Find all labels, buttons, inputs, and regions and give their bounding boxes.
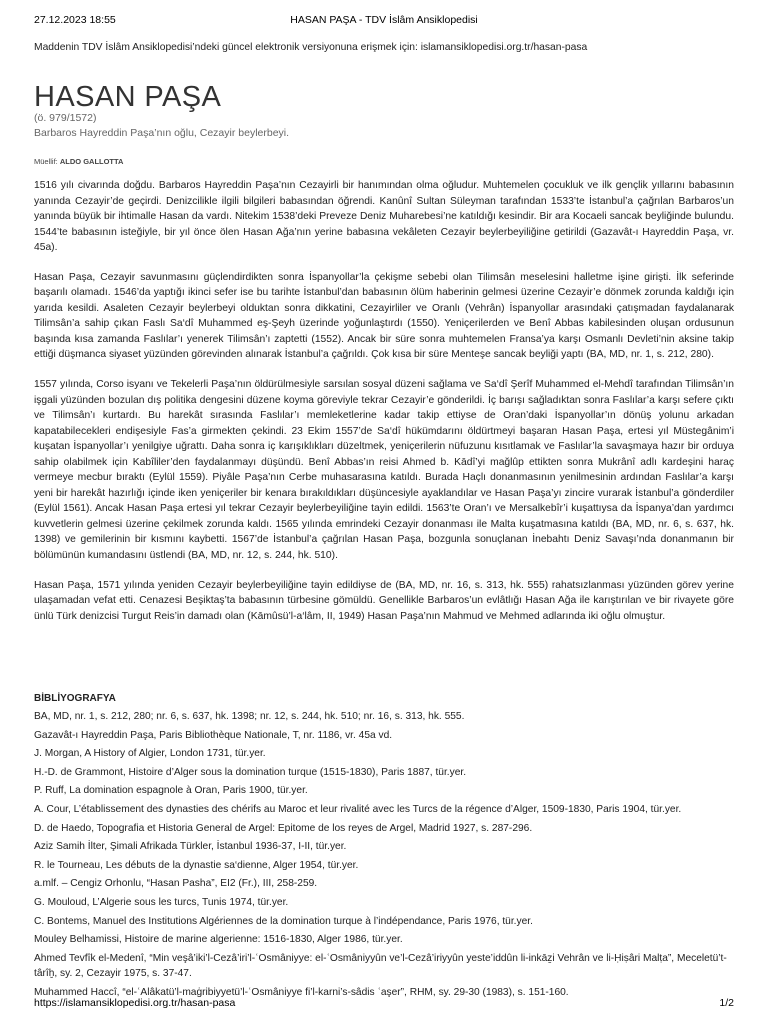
author-name[interactable]: ALDO GALLOTTA [59,157,124,166]
bibliography-entry: Ahmed Tevfîk el-Medenî, “Min veşâ’iki’l-Cezâ’iri’l-ʿOsmâniyye: el-ʿOsmâniyyûn ve’l-Cezâ’iriyyûn yeste’iddûn li-inkāẕi Vehrân ve li-Ḥiṣâri Malṭa”, Meceletü’t-târîḫ, sy. 2, Cezayir 1975, s. 37-47. [34,952,727,980]
article-dates: (ö. 979/1572) [34,112,97,124]
paragraph-1: 1516 yılı civarında doğdu. Barbaros Hayreddin Paşa’nın Cezayirli bir hanımından olma oğludur. Muhtemelen çocukluk ve ilk gençlik yıllarını babasının yanında Cezayir’de geçirdi. Denizcilikle ilgili bilgileri babasından öğrendi. Kanûnî Sultan Süleyman tarafından 1533’te İstanbul’a çağrılan Barbaros’un yanında büyük bir ihtimalle Hasan da vardı. Nitekim 1538’deki Preveze Deniz Muharebesi’ne katıldığı kesindir. Bir ara Kocaeli sancak beyliğinde bulundu. 1544’te babasının isteğiyle, bir yıl önce ölen Hasan Ağa’nın yerine babasına vekâleten Cezayir beylerbeyiliğine getirildi (Gazavât-ı Hayreddin Paşa, vr. 45a). [34,180,734,254]
paragraph-4: Hasan Paşa, 1571 yılında yeniden Cezayir beylerbeyiliğine tayin edildiyse de (BA, MD, nr. 16, s. 313, hk. 555) rahatsızlanması yüzünden görev yerine ulaşamadan vefat etti. Cenazesi Beşiktaş’ta babasının türbesine gömüldü. Genellikle Barbaros’un evlâtlığı Hasan Ağa ile karıştırılan ve bir rivayete göre ünlü Türk denizcisi Turgut Reis’in damadı olan (Kāmûsü’l-a‘lâm, II, 1949) Hasan Paşa’nın Mahmud ve Mehmed adlarında iki oğlu olmuştur. [34,579,734,622]
bibliography-entry: Mouley Belhamissi, Histoire de marine algerienne: 1516-1830, Alger 1986, tür.yer. [34,934,403,946]
article-subtitle: Barbaros Hayreddin Paşa’nın oğlu, Cezayir beylerbeyi. [34,127,290,139]
bibliography-entry: R. le Tourneau, Les débuts de la dynastie sa‘dienne, Alger 1954, tür.yer. [34,859,359,871]
print-page-title: HASAN PAŞA - TDV İslâm Ansiklopedisi [290,14,478,26]
article-title: HASAN PAŞA [34,81,222,113]
article-body [34,178,734,638]
paragraph-3: 1557 yılında, Corso isyanı ve Tekelerli Paşa’nın öldürülmesiyle sarsılan sosyal düzeni sağlama ve Sa‘dî Şerîf Muhammed el-Mehdî tarafından Tilimsân’ın işgali yüzünden bozulan dış politika dengesini düzene koyma göreviyle tekrar Cezayir’e gönderildi. İç barışı sağladıktan sonra Faslılar’a karşı sefere çıktı ve Tilimsân’ı kurtardı. Bu harekât sırasında Faslılar’ı memleketlerine kadar takip ettiyse de Oran’daki İspanyollar’ın dönüş yolunu arkadan kapatabilecekleri endişesiyle Fas’a girmekten çekindi. 23 Ekim 1557’de Sa‘dî hükümdarını öldürtmeyi başaran Hasan Paşa, ertesi yıl Müstegânim’i kuşatan İspanyollar’ı yenilgiye uğrattı. Daha sonra iç karışıklıkları düzeltmek, yeniçerilerin nüfuzunu kısıtlamak ve Faslılar’la savaşmaya hazır bir orduya sahip olabilmek için Kabîliler’den faydalanmayı düşündü. Benî Abbas’ın reisi Ahmed b. Kādî’yi mağlûp ettikten sonra Mukrânî adlı kardeşini haraç vermeye mecbur bıraktı (Eylül 1559). Piyâle Paşa’nın Cerbe muhasarasına katıldı. Burada Haçlı donanmasının yenilmesinin ardından Faslılar’a karşı yeni bir harekât hazırlığı içinde iken yeniçeriler bir kenara bırakıldıkları düşüncesiyle ayaklandılar ve Hasan Paşa’yı zincire vurarak İstanbul’a gönderdiler (Eylül 1561). Ancak Hasan Paşa ertesi yıl tekrar Cezayir beylerbeyiliğine tayin edildi. 1563’te Oran’ı ve Mersalkebîr’i kuşattıysa da İspanya’dan yardımcı kuvvetlerin gelmesi üzerine çekilmek zorunda kaldı. 1565 yılında emrindeki Cezayir donanması ile Malta kuşatmasına katıldı (BA, MD, nr. 6, s. 637, hk. 1398) ve gemilerinin bir kısmını kaybetti. 1567’de İstanbul’a çağrılan Hasan Paşa, bozgunla sonuçlanan İnebahtı Deniz Savaşı’nda donanmanın bir bölümünün kumandasını üstlendi (BA, MD, nr. 12, s. 244, hk. 510). [34,379,734,562]
page-url[interactable]: https://islamansiklopedisi.org.tr/hasan-pasa [34,997,236,1009]
bibliography-entry: A. Cour, L’établissement des dynasties des chérifs au Maroc et leur rivalité avec les Turcs de la régence d’Alger, 1509-1830, Paris 1904, tür.yer. [34,803,682,815]
bibliography-list [34,708,744,1002]
page-number: 1/2 [719,997,734,1009]
print-header [34,14,734,28]
print-datetime: 27.12.2023 18:55 [34,14,116,26]
author-label: Müellif: [34,157,58,166]
bibliography-entry: P. Ruff, La domination espagnole à Oran, Paris 1900, tür.yer. [34,785,308,797]
bibliography-entry: H.-D. de Grammont, Histoire d’Alger sous la domination turque (1515-1830), Paris 1887, tür.yer. [34,766,467,778]
bibliography-entry: G. Mouloud, L’Algerie sous les turcs, Tunis 1974, tür.yer. [34,896,289,908]
electronic-version-notice: Maddenin TDV İslâm Ansiklopedisi’ndeki güncel elektronik versiyonuna erişmek için: islamansiklopedisi.org.tr/hasan-pasa [34,42,588,53]
bibliography-entry: a.mlf. – Cengiz Orhonlu, “Hasan Pasha”, EI2 (Fr.), III, 258-259. [34,878,318,890]
bibliography-entry: D. de Haedo, Topografia et Historia General de Argel: Epitome de los reyes de Argel, Madrid 1927, s. 287-296. [34,822,533,834]
bibliography-entry: C. Bontems, Manuel des Institutions Algériennes de la domination turque à l’indépendance, Paris 1976, tür.yer. [34,915,533,927]
bibliography-entry: Muhammed Haccî, “el-ʿAlâkatü’l-maġribiyyetü’l-ʿOsmâniyye fi’l-karni’s-sâdis ʿaşer”, RHM, sy. 29-30 (1983), s. 151-160. [34,986,569,998]
bibliography-entry: J. Morgan, A History of Algier, London 1731, tür.yer. [34,748,266,760]
bibliography-entry: Aziz Samih İlter, Şimali Afrikada Türkler, İstanbul 1936-37, I-II, tür.yer. [34,841,347,853]
bibliography-heading: BİBLİYOGRAFYA [34,693,116,704]
bibliography-entry: BA, MD, nr. 1, s. 212, 280; nr. 6, s. 637, hk. 1398; nr. 12, s. 244, hk. 510; nr. 16, s. 313, hk. 555. [34,711,465,722]
paragraph-2: Hasan Paşa, Cezayir savunmasını güçlendirdikten sonra İspanyollar’la çekişme sebebi olan Tilimsân meselesini halletme işine girişti. İlk seferinde başarılı olamadı. 1546’da yaptığı ikinci sefer ise bu tarihte İstanbul’dan babasının ölüm haberinin gelmesi üzerine Cezayir’e dönmek zorunda kaldığı için yarıda kesildi. Asaleten Cezayir beylerbeyi olduktan sonra dikkatini, Cezayirliler ve Oranlı (Vehrân) İspanyollar arasındaki çatışmadan faydalanarak Tilimsân’a sahip çıkan Faslı Sa‘dî Muhammed eş-Şeyh üzerinde yoğunlaştırdı (1550). Yeniçerilerden ve Benî Abbas kabilesinden oluşan ordusunun başında kısa zamanda Faslılar’ı yenerek Tilimsân’ı zaptetti (1552). Ancak bir süre sonra muhtemelen Fransa’ya karşı Osmanlı Devleti’nin aksine takip ettiği düşmanca siyaset yüzünden görevinden alınarak İstanbul’a çağrıldı. Çok kısa bir süre Menteşe sancak beyliği yaptı (BA, MD, nr. 1, s. 212, 280). [34,271,734,361]
bibliography-entry: Gazavât-ı Hayreddin Paşa, Paris Bibliothèque Nationale, T, nr. 1186, vr. 45a vd. [34,729,393,741]
author-line [34,157,123,166]
